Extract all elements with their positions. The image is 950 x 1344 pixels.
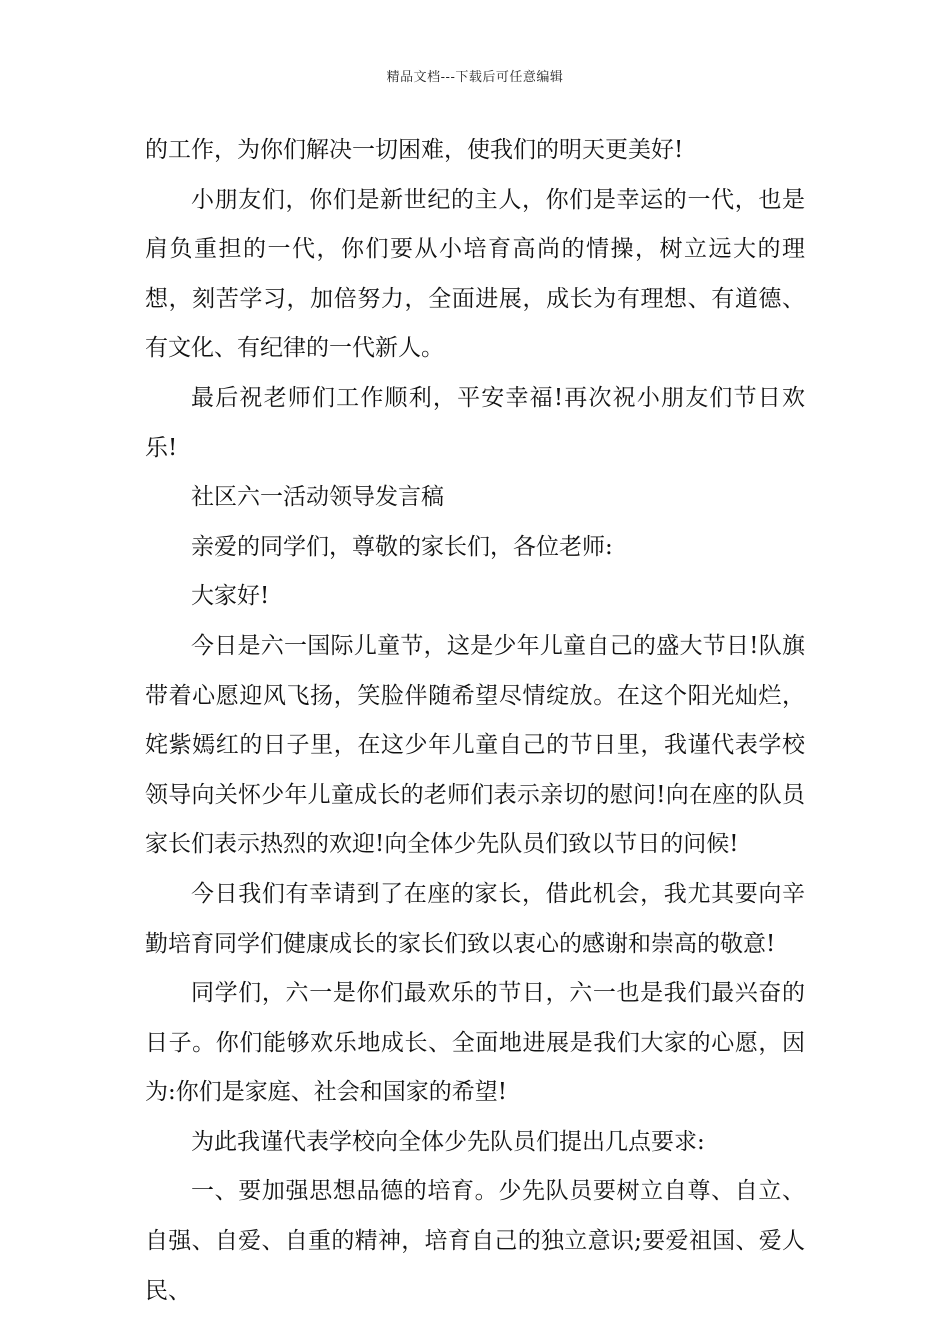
paragraph-2: 小朋友们，你们是新世纪的主人，你们是幸运的一代，也是肩负重担的一代，你们要从小培育高尚的情操，树立远大的理想，刻苦学习，加倍努力，全面进展，成长为有理想、有道德、有文化、有纪律的一代新人。: [145, 186, 805, 362]
paragraph-8: 今日我们有幸请到了在座的家长，借此机会，我尤其要向辛勤培育同学们健康成长的家长们致以衷心的感谢和崇高的敬意!: [145, 880, 805, 957]
salutation: 亲爱的同学们，尊敬的家长们，各位老师:: [191, 533, 613, 560]
page-header: 精品文档---下载后可任意编辑: [386, 70, 564, 85]
paragraph-3: 最后祝老师们工作顺利，平安幸福!再次祝小朋友们节日欢乐!: [145, 384, 805, 461]
greeting: 大家好!: [191, 583, 270, 610]
paragraph-10: 为此我谨代表学校向全体少先队员们提出几点要求:: [191, 1128, 705, 1155]
paragraph-7: 今日是六一国际儿童节，这是少年儿童自己的盛大节日!队旗带着心愿迎风飞扬，笑脸伴随希望尽情绽放。在这个阳光灿烂，姹紫嫣红的日子里，在这少年儿童自己的节日里，我谨代表学校领导向关怀少年儿童成长的老师们表示亲切的慰问!向在座的队员家长们表示热烈的欢迎!向全体少先队员们致以节日的问候!: [145, 632, 805, 858]
section-title: 社区六一活动领导发言稿: [191, 484, 444, 511]
document-body: [145, 126, 805, 1316]
paragraph-9: 同学们，六一是你们最欢乐的节日，六一也是我们最兴奋的日子。你们能够欢乐地成长、全面地进展是我们大家的心愿，因为:你们是家庭、社会和国家的希望!: [145, 980, 805, 1106]
paragraph-1: 的工作，为你们解决一切困难，使我们的明天更美好!: [145, 137, 684, 163]
paragraph-11: 一、要加强思想品德的培育。少先队员要树立自尊、自立、自强、自爱、自重的精神，培育自己的独立意识;要爱祖国、爱人民、: [145, 1178, 805, 1304]
